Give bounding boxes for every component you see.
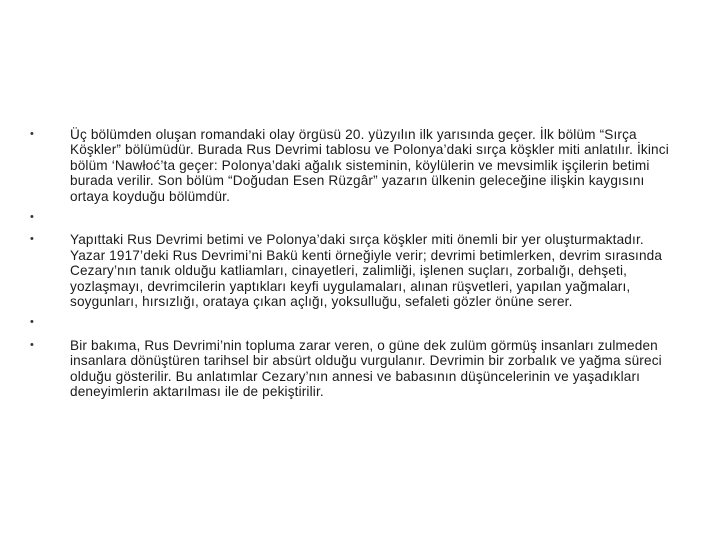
bullet-item-3 (30, 338, 670, 400)
bullet-dot-icon: • (30, 211, 35, 224)
bullet-text: Bir bakıma, Rus Devrimi’nin topluma zarar veren, o güne dek zulüm görmüş insanları zulmeden insanlara dönüştüren tarihsel bir absürt olduğu vurgulanır. Devrimin bir zorbalık ve yağma süreci olduğu gösterilir. Bu anlatımlar Cezary’nın annesi ve babasının düşüncelerinin ve yaşadıkları deneyimlerin aktarılması ile de pekiştirilir. (70, 337, 662, 400)
bullet-dot-icon: • (30, 316, 35, 329)
bullet-dot-icon: • (30, 128, 35, 140)
bullet-item-empty-2 (30, 315, 670, 330)
bullet-dot-icon: • (30, 338, 35, 351)
bullet-list (30, 127, 670, 399)
bullet-text: Yapıttaki Rus Devrimi betimi ve Polonya’daki sırça köşkler miti önemli bir yer oluşturmaktadır. Yazar 1917’deki Rus Devrimi’ni Bakü kenti örneğiyle verir; devrimi betimlerken, devrim sırasında Cezary’nın tanık olduğu katliamları, cinayetleri, zalimliği, işlenen suçları, zorbalığı, dehşeti, yozlaşmayı, devrimcilerin yaptıkları keyfi uygulamaları, alınan rüşvetleri, yapılan yağmaları, soygunları, hırsızlığı, orataya çıkan açlığı, yoksulluğu, sefaleti gözler önüne serer. (70, 232, 663, 310)
bullet-dot-icon: • (30, 233, 35, 246)
bullet-item-empty-1 (30, 210, 670, 225)
bullet-item-2 (30, 232, 670, 309)
bullet-item-1 (30, 127, 670, 204)
bullet-text: Üç bölümden oluşan romandaki olay örgüsü 20. yüzyılın ilk yarısında geçer. İlk bölüm “Sırça Köşkler” bölümüdür. Burada Rus Devrimi tablosu ve Polonya’daki sırça köşkler miti anlatılır. İkinci bölüm ‘Nawłoć’ta geçer: Polonya’daki ağalık sisteminin, köylülerin ve mevsimlik işçilerin betimi burada verilir. Son bölüm “Doğudan Esen Rüzgâr” yazarın ülkenin geleceğine ilişkin kaygısını ortaya koyduğu bölümdür. (70, 127, 669, 204)
